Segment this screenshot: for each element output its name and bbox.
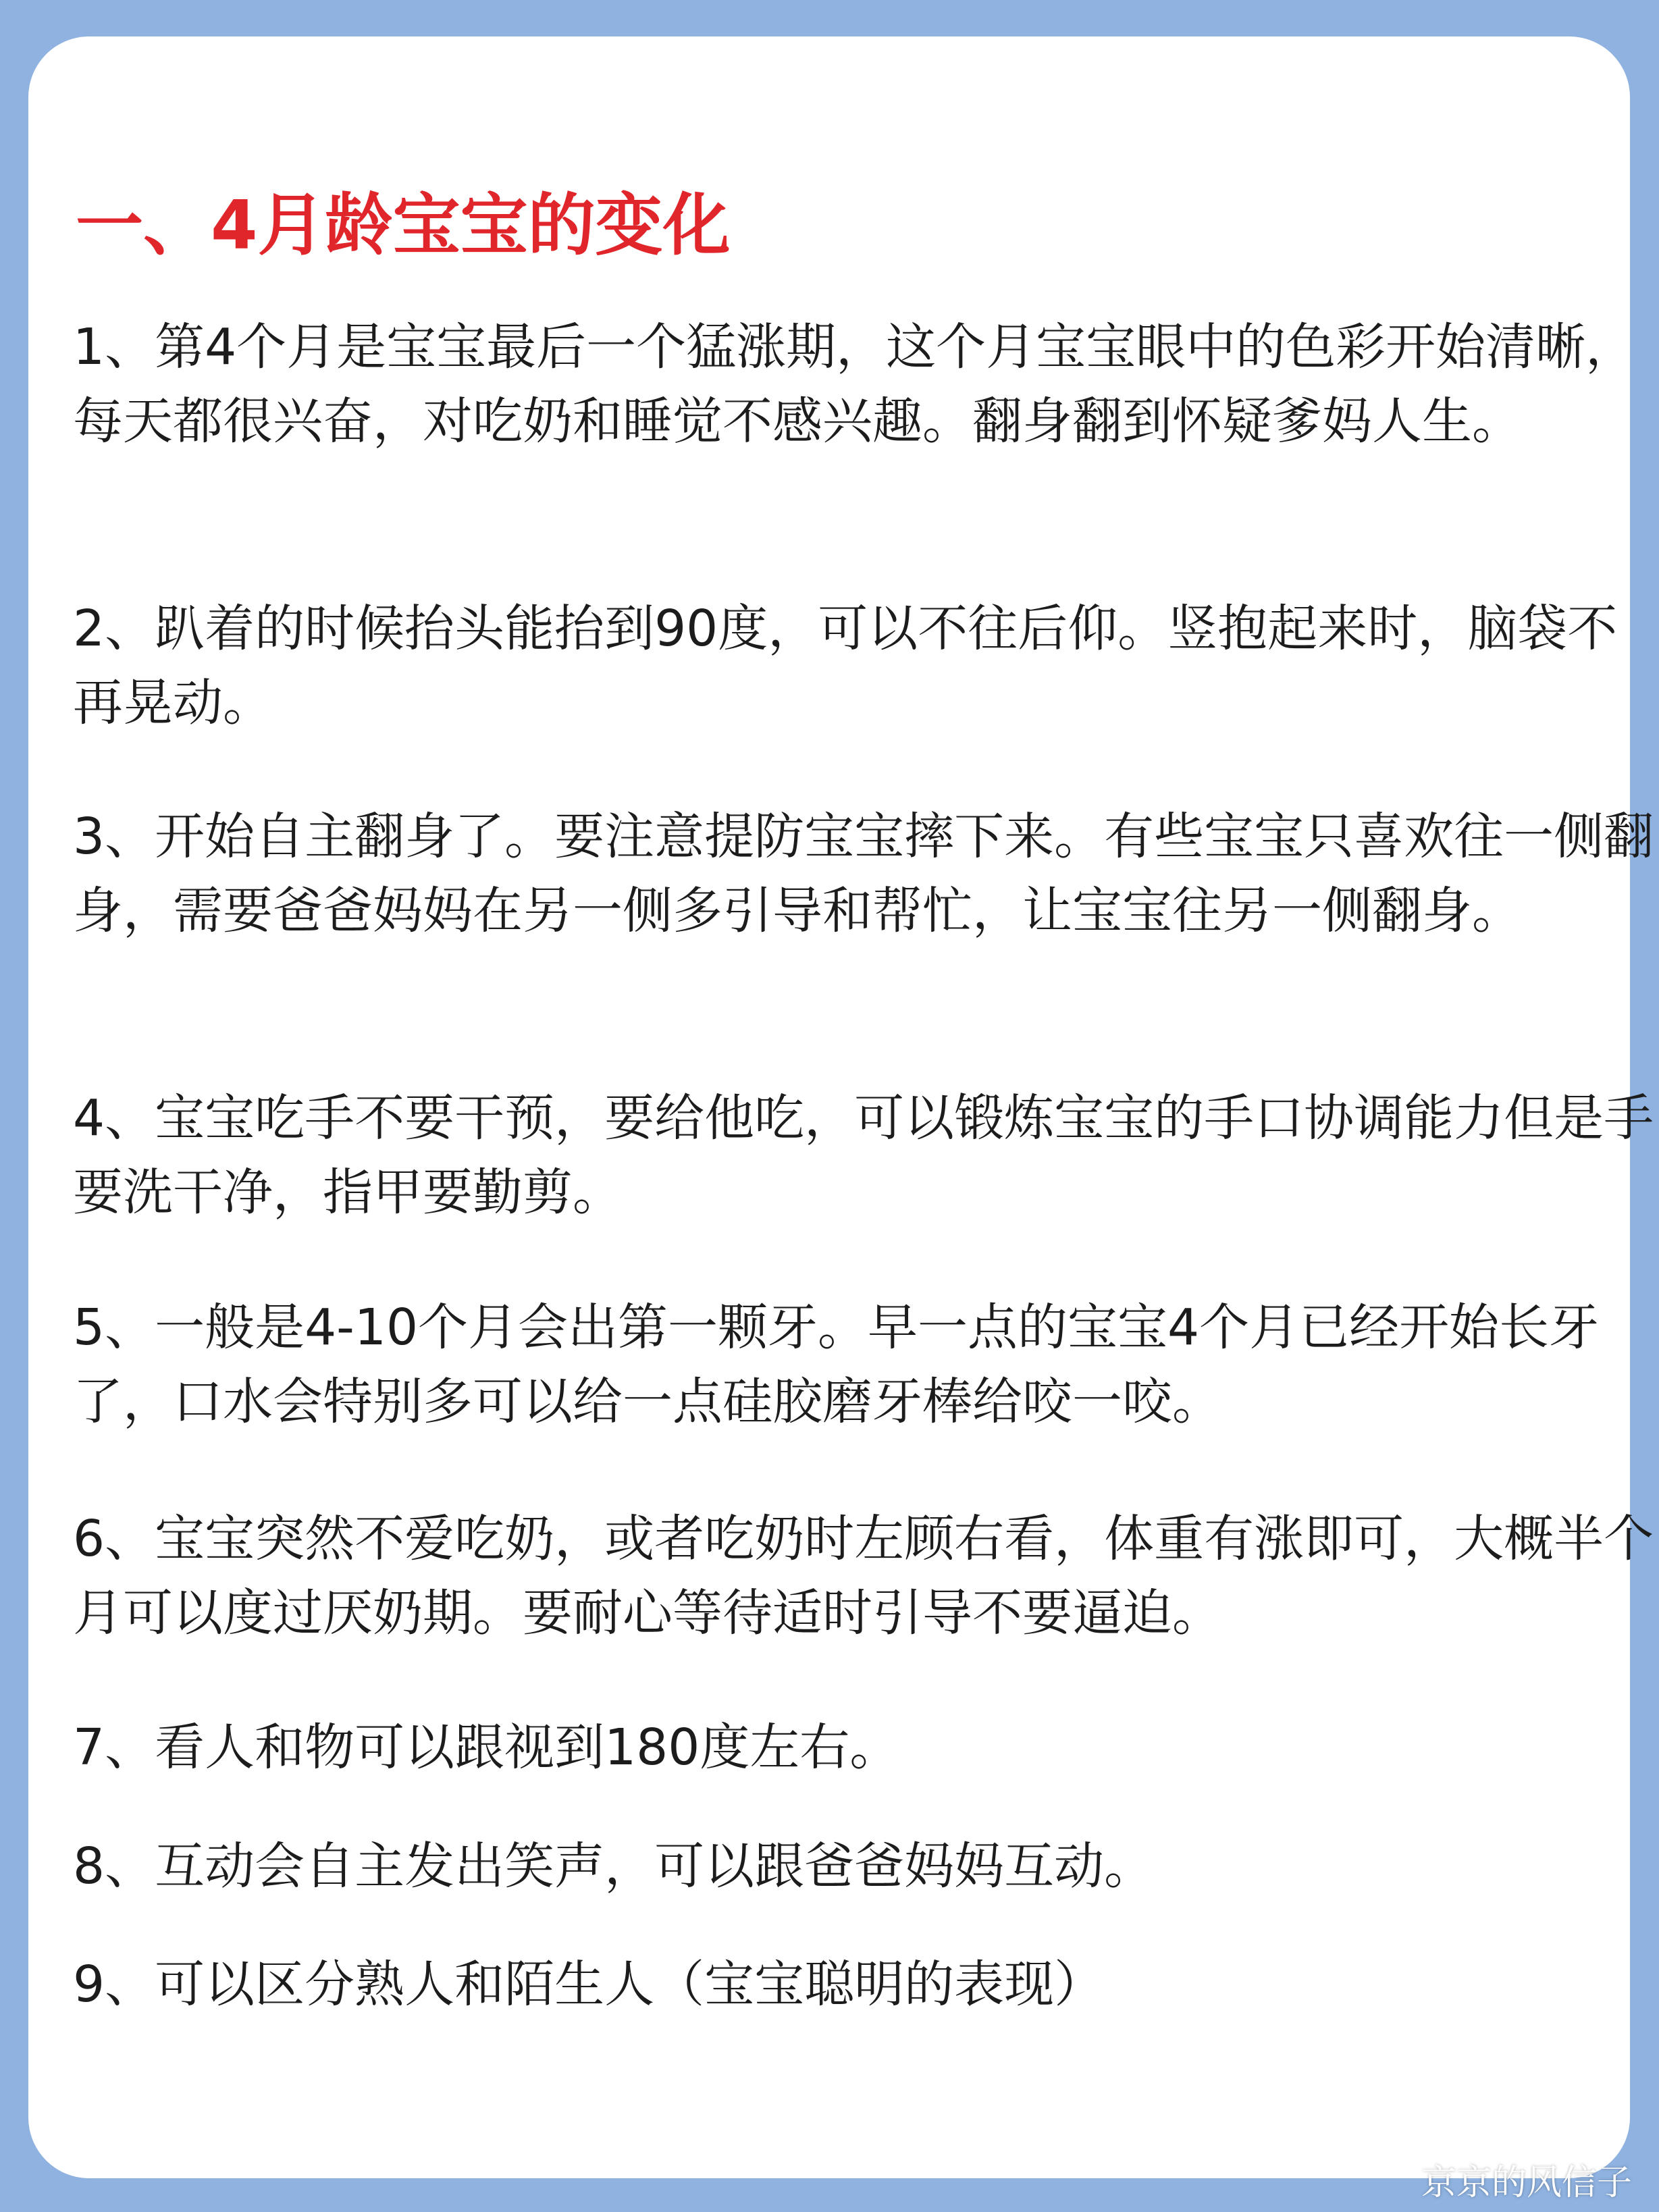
list-item: 5、一般是4-10个月会出第一颗牙。早一点的宝宝4个月已经开始长牙了，口水会特别多可以给一点硅胶磨牙棒给咬一咬。 [73,1298,1600,1431]
list-item: 8、互动会自主发出笑声，可以跟爸爸妈妈互动。 [73,1837,1155,1895]
content-card [28,36,1654,2178]
list-item: 2、趴着的时候抬头能抬到90度，可以不往后仰。竖抱起来时，脑袋不再晃动。 [73,600,1618,732]
list-item: 1、第4个月是宝宝最后一个猛涨期，这个月宝宝眼中的色彩开始清晰，每天都很兴奋，对吃奶和睡觉不感兴趣。翻身翻到怀疑爹妈人生。 [73,318,1636,450]
list-item: 6、宝宝突然不爱吃奶，或者吃奶时左顾右看，体重有涨即可，大概半个月可以度过厌奶期。要耐心等待适时引导不要逼迫。 [73,1510,1654,1642]
list-item: 3、开始自主翻身了。要注意提防宝宝摔下来。有些宝宝只喜欢往一侧翻身，需要爸爸妈妈在另一侧多引导和帮忙，让宝宝往另一侧翻身。 [73,808,1654,940]
list-item: 7、看人和物可以跟视到180度左右。 [73,1718,900,1776]
section-heading: 一、4月龄宝宝的变化 [76,186,731,265]
list-item: 9、可以区分熟人和陌生人（宝宝聪明的表现） [73,1955,1105,2013]
list-item: 4、宝宝吃手不要干预，要给他吃，可以锻炼宝宝的手口协调能力但是手要洗干净，指甲要勤剪。 [73,1089,1654,1221]
watermark: 京京的风信子 [1421,2163,1632,2203]
